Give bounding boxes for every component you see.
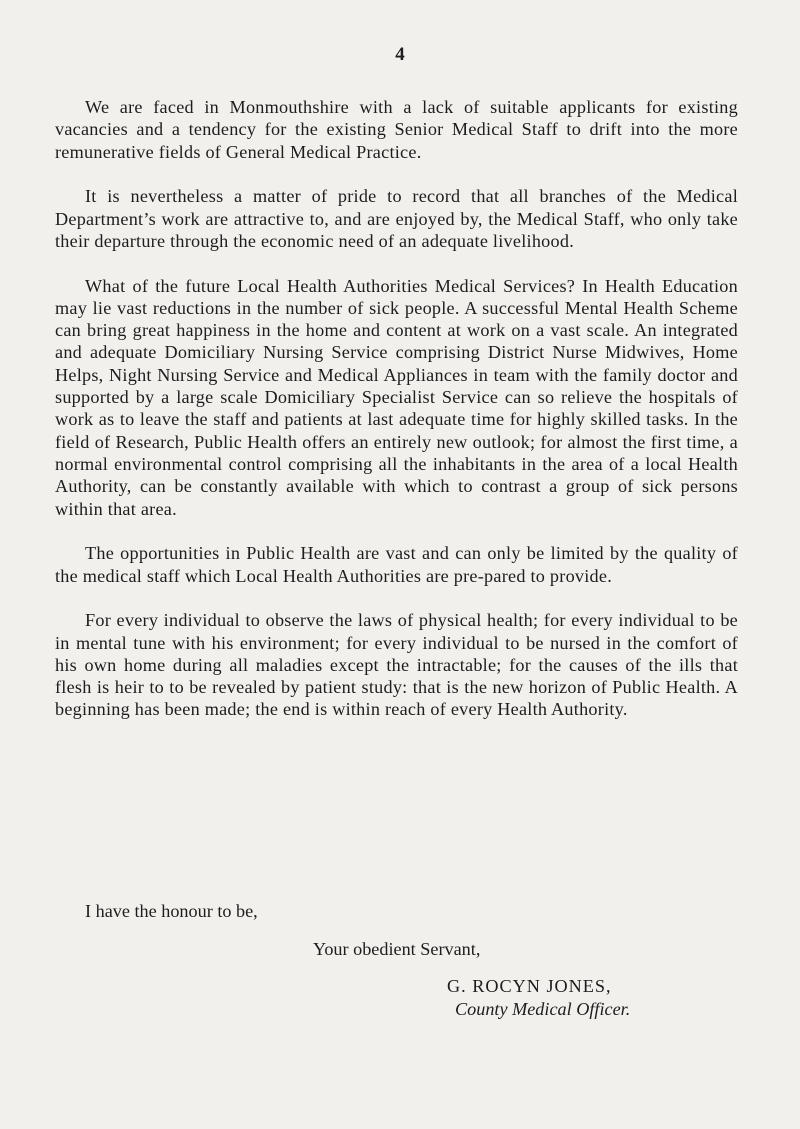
paragraph-pride: It is nevertheless a matter of pride to record that all branches of the Medical Department’s work are attractive to, and are enjoyed by, the Medical Staff, who only take their departure through the economic need of an adequate livelihood. (55, 186, 738, 251)
closing-servant: Your obedient Servant, (313, 939, 481, 959)
page-number: 4 (395, 44, 405, 65)
paragraph-future-services: What of the future Local Health Authorities Medical Services? In Health Education may lie vast reductions in the number of sick people. A successful Mental Health Scheme can bring great happiness in the home and content at work on a vast scale. An integrated and adequate Domiciliary Nursing Service comprising District Nurse Midwives, Home Helps, Night Nursing Service and Medical Appliances in team with the family doctor and supported by a large scale Domiciliary Specialist Service can so relieve the hospitals of work as to leave the staff and patients at last adequate time for highly skilled tasks. In the field of Research, Public Health offers an entirely new outlook; for almost the first time, a normal environmental control comprising all the inhabitants in the area of a local Health Authority, can be constantly available with which to contrast a group of sick persons within that area. (55, 275, 738, 519)
closing-greeting: I have the honour to be, (85, 901, 258, 921)
paragraph-new-horizon: For every individual to observe the laws of physical health; for every individual to be in mental tune with his environment; for every individual to be nursed in the comfort of his own home during all maladies except the intractable; for the causes of the ills that flesh is heir to to be revealed by patient study: that is the new horizon of Public Health. A beginning has been made; the end is within reach of every Health Authority. (55, 610, 738, 720)
paragraph-opportunities: The opportunities in Public Health are vast and can only be limited by the quality of the medical staff which Local Health Authorities are pre-pared to provide. (55, 543, 738, 586)
signer-title: County Medical Officer. (455, 999, 631, 1019)
report-body (55, 96, 738, 743)
signer-name: G. ROCYN JONES, (447, 976, 612, 996)
paragraph-staff-vacancies: We are faced in Monmouthshire with a lack of suitable applicants for existing vacancies and a tendency for the existing Senior Medical Staff to drift into the more remunerative fields of General Medical Practice. (55, 97, 738, 162)
